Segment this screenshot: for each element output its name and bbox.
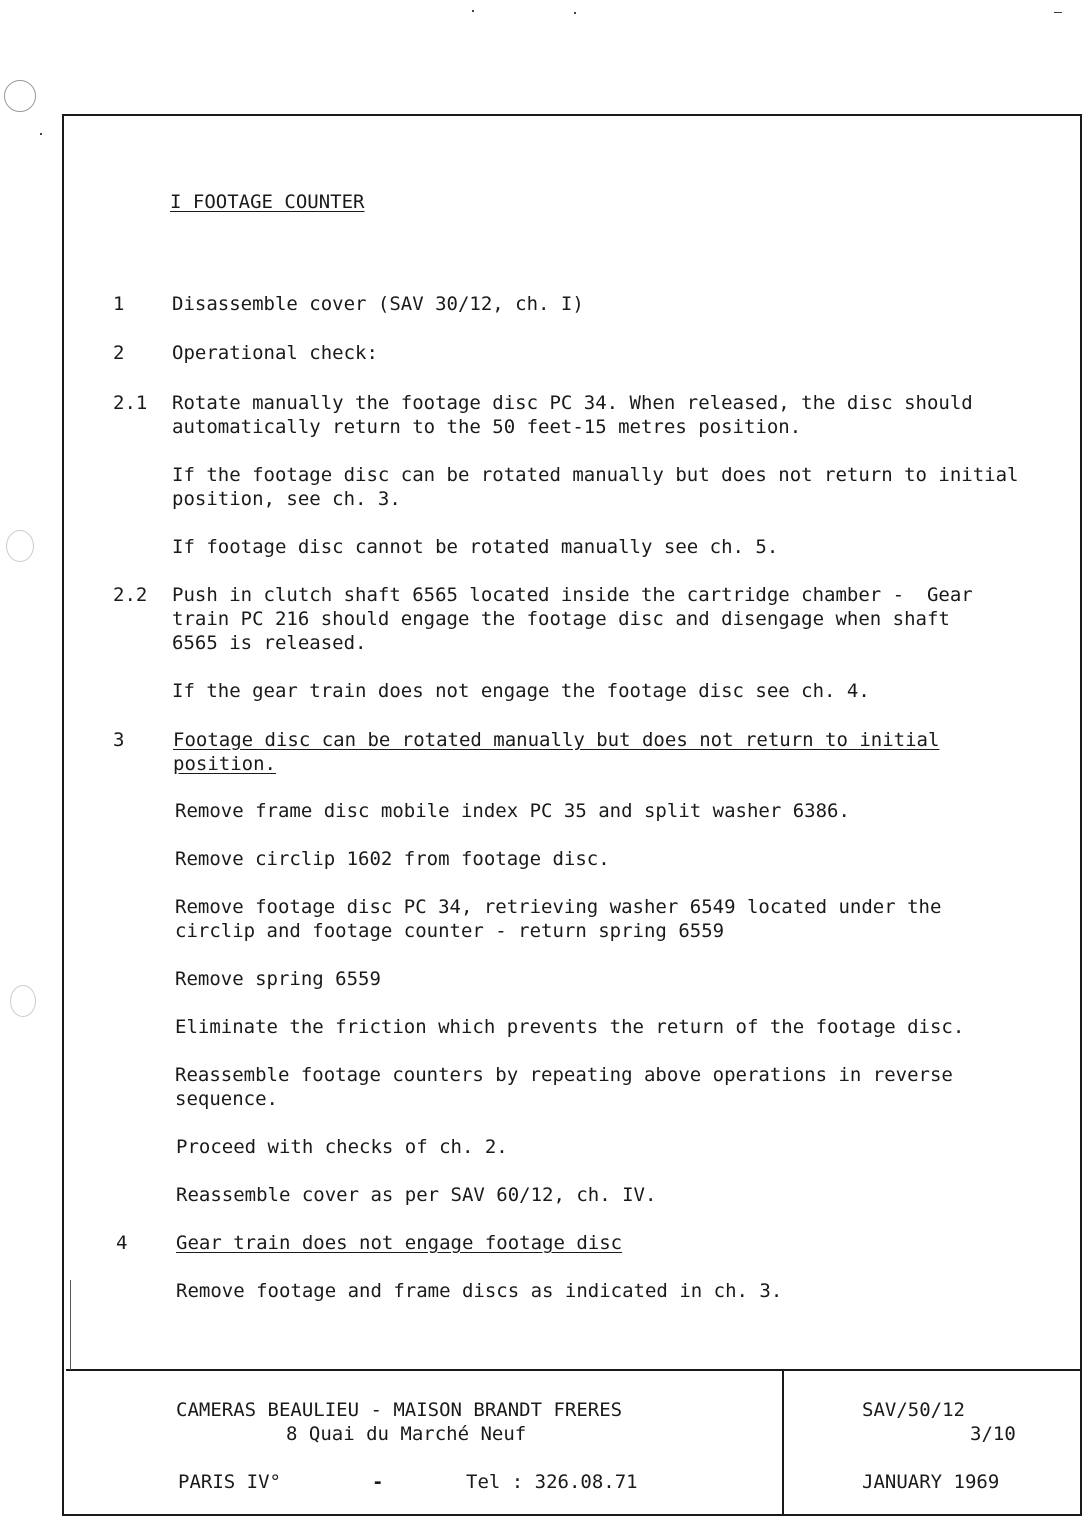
subsection-heading: Footage disc can be rotated manually but does not return to initial (173, 729, 940, 751)
item-number: 1 (113, 293, 125, 315)
paragraph: circlip and footage counter - return spring 6559 (175, 920, 725, 942)
item-text: 6565 is released. (172, 632, 367, 654)
paragraph: Remove frame disc mobile index PC 35 and split washer 6386. (175, 800, 850, 822)
item-number: 4 (116, 1232, 128, 1254)
item-text: Operational check: (172, 342, 378, 364)
inner-margin-line (70, 1280, 71, 1370)
paragraph: Remove footage disc PC 34, retrieving washer 6549 located under the (175, 896, 942, 918)
paragraph: If the gear train does not engage the footage disc see ch. 4. (172, 680, 870, 702)
frame-top-border (62, 114, 1082, 116)
paragraph: Reassemble cover as per SAV 60/12, ch. IV. (176, 1184, 657, 1206)
subsection-heading: position. (173, 753, 276, 775)
scan-speck (40, 133, 42, 135)
footer-divider (782, 1369, 784, 1515)
footer-phone: Tel : 326.08.71 (466, 1471, 638, 1493)
item-number: 2.1 (113, 392, 148, 414)
footer-dash: - (372, 1471, 384, 1493)
paragraph: Remove circlip 1602 from footage disc. (175, 848, 610, 870)
punch-hole (10, 985, 36, 1017)
paragraph: Remove spring 6559 (175, 968, 381, 990)
footer-city: PARIS IV° (178, 1471, 281, 1493)
page-number: 3/10 (970, 1423, 1016, 1445)
paragraph: position, see ch. 3. (172, 488, 401, 510)
paragraph: Proceed with checks of ch. 2. (176, 1136, 508, 1158)
paragraph: sequence. (175, 1088, 278, 1110)
scan-speck (574, 12, 576, 14)
punch-hole (4, 80, 36, 112)
paragraph: Remove footage and frame discs as indicated in ch. 3. (176, 1280, 783, 1302)
section-title: I FOOTAGE COUNTER (170, 191, 365, 213)
footer-address: 8 Quai du Marché Neuf (286, 1423, 527, 1445)
item-number: 2.2 (113, 584, 148, 606)
punch-hole (6, 530, 34, 562)
item-text: train PC 216 should engage the footage disc and disengage when shaft (172, 608, 950, 630)
paragraph: Reassemble footage counters by repeating above operations in reverse (175, 1064, 953, 1086)
footer-bottom-border (62, 1514, 1082, 1516)
paragraph: If the footage disc can be rotated manually but does not return to initial (172, 464, 1019, 486)
paragraph: If footage disc cannot be rotated manually see ch. 5. (172, 536, 779, 558)
footer-company: CAMERAS BEAULIEU - MAISON BRANDT FRERES (176, 1399, 623, 1421)
item-number: 2 (113, 342, 125, 364)
document-reference: SAV/50/12 (862, 1399, 965, 1421)
item-text: Disassemble cover (SAV 30/12, ch. I) (172, 293, 584, 315)
item-text: automatically return to the 50 feet-15 metres position. (172, 416, 802, 438)
subsection-heading: Gear train does not engage footage disc (176, 1232, 623, 1254)
paragraph: Eliminate the friction which prevents the return of the footage disc. (175, 1016, 965, 1038)
item-text: Push in clutch shaft 6565 located inside the cartridge chamber - Gear (172, 584, 973, 606)
document-date: JANUARY 1969 (862, 1471, 1000, 1493)
footer-top-border (66, 1369, 1082, 1371)
scan-speck (1054, 12, 1062, 13)
item-number: 3 (113, 729, 125, 751)
item-text: Rotate manually the footage disc PC 34. When released, the disc should (172, 392, 973, 414)
scan-speck (472, 10, 474, 12)
frame-left-border (62, 114, 64, 1515)
frame-right-border (1080, 114, 1082, 1515)
